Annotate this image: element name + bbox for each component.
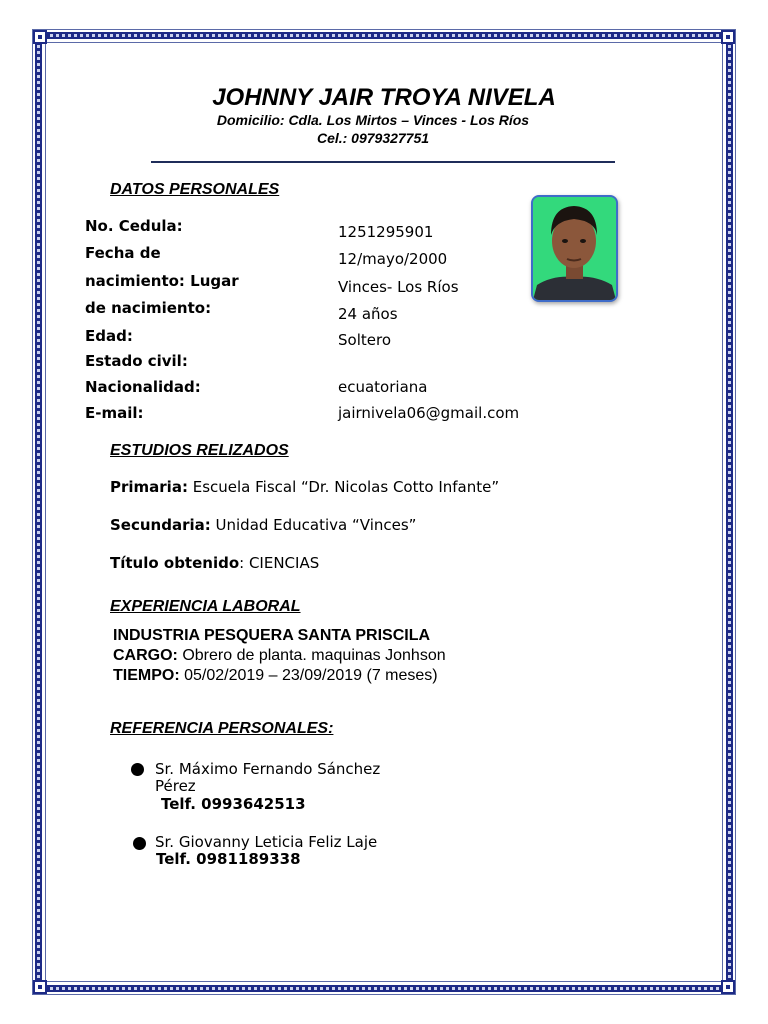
address-line: Domicilio: Cdla. Los Mirtos – Vinces - Los Ríos	[216, 112, 530, 128]
study-degree-label: Título obtenido	[110, 554, 240, 572]
border-corner-ornament	[33, 30, 47, 44]
header-divider	[151, 161, 615, 163]
value-birth-date: 12/mayo/2000	[338, 250, 448, 268]
label-nationality: Nacionalidad:	[85, 378, 201, 396]
value-civil-status: Soltero	[338, 331, 391, 349]
label-email: E-mail:	[85, 404, 144, 422]
study-primary-value: Escuela Fiscal “Dr. Nicolas Cotto Infante”	[187, 478, 500, 496]
study-primary-label: Primaria:	[110, 478, 188, 496]
label-birth-date-2: nacimiento: Lugar	[85, 272, 239, 290]
phone-line: Cel.: 0979327751	[316, 130, 430, 146]
label-age: Edad:	[85, 327, 133, 345]
reference-1-name: Sr. Máximo Fernando Sánchez	[155, 760, 381, 778]
value-email: jairnivela06@gmail.com	[338, 404, 520, 422]
bullet-icon	[131, 763, 144, 776]
label-birth-place: de nacimiento:	[85, 299, 212, 317]
study-degree	[110, 554, 319, 572]
experience-time	[113, 667, 438, 685]
experience-role	[113, 647, 446, 665]
candidate-name: JOHNNY JAIR TROYA NIVELA	[212, 84, 556, 111]
reference-1-phone: Telf. 0993642513	[161, 795, 306, 813]
bullet-icon	[133, 837, 146, 850]
study-secondary-value: Unidad Educativa “Vinces”	[210, 516, 417, 534]
reference-2-phone: Telf. 0981189338	[156, 850, 301, 868]
experience-time-value: 05/02/2019 – 23/09/2019 (7 meses)	[179, 667, 438, 684]
experience-time-label: TIEMPO:	[113, 667, 180, 684]
experience-role-label: CARGO:	[113, 647, 178, 664]
study-primary	[110, 478, 499, 496]
section-title-studies: ESTUDIOS RELIZADOS	[110, 442, 289, 459]
section-title-references: REFERENCIA PERSONALES:	[110, 720, 334, 737]
border-corner-ornament	[721, 980, 735, 994]
reference-2-name: Sr. Giovanny Leticia Feliz Laje	[155, 833, 378, 851]
profile-photo	[531, 195, 618, 302]
label-civil-status: Estado civil:	[85, 352, 188, 370]
section-title-experience: EXPERIENCIA LABORAL	[110, 598, 301, 615]
value-birth-place: Vinces- Los Ríos	[338, 278, 459, 296]
border-corner-ornament	[33, 980, 47, 994]
label-birth-date-1: Fecha de	[85, 244, 161, 262]
section-title-personal: DATOS PERSONALES	[110, 181, 280, 198]
value-nationality: ecuatoriana	[338, 378, 428, 396]
experience-role-value: Obrero de planta. maquinas Jonhson	[177, 647, 446, 664]
experience-company: INDUSTRIA PESQUERA SANTA PRISCILA	[113, 627, 431, 644]
study-degree-value: : CIENCIAS	[239, 554, 320, 572]
value-age: 24 años	[338, 305, 398, 323]
person-portrait-icon	[533, 197, 616, 300]
study-secondary	[110, 516, 416, 534]
border-corner-ornament	[721, 30, 735, 44]
value-cedula: 1251295901	[338, 223, 434, 241]
study-secondary-label: Secundaria:	[110, 516, 211, 534]
reference-1-name-cont: Pérez	[155, 777, 196, 795]
label-cedula: No. Cedula:	[85, 217, 183, 235]
